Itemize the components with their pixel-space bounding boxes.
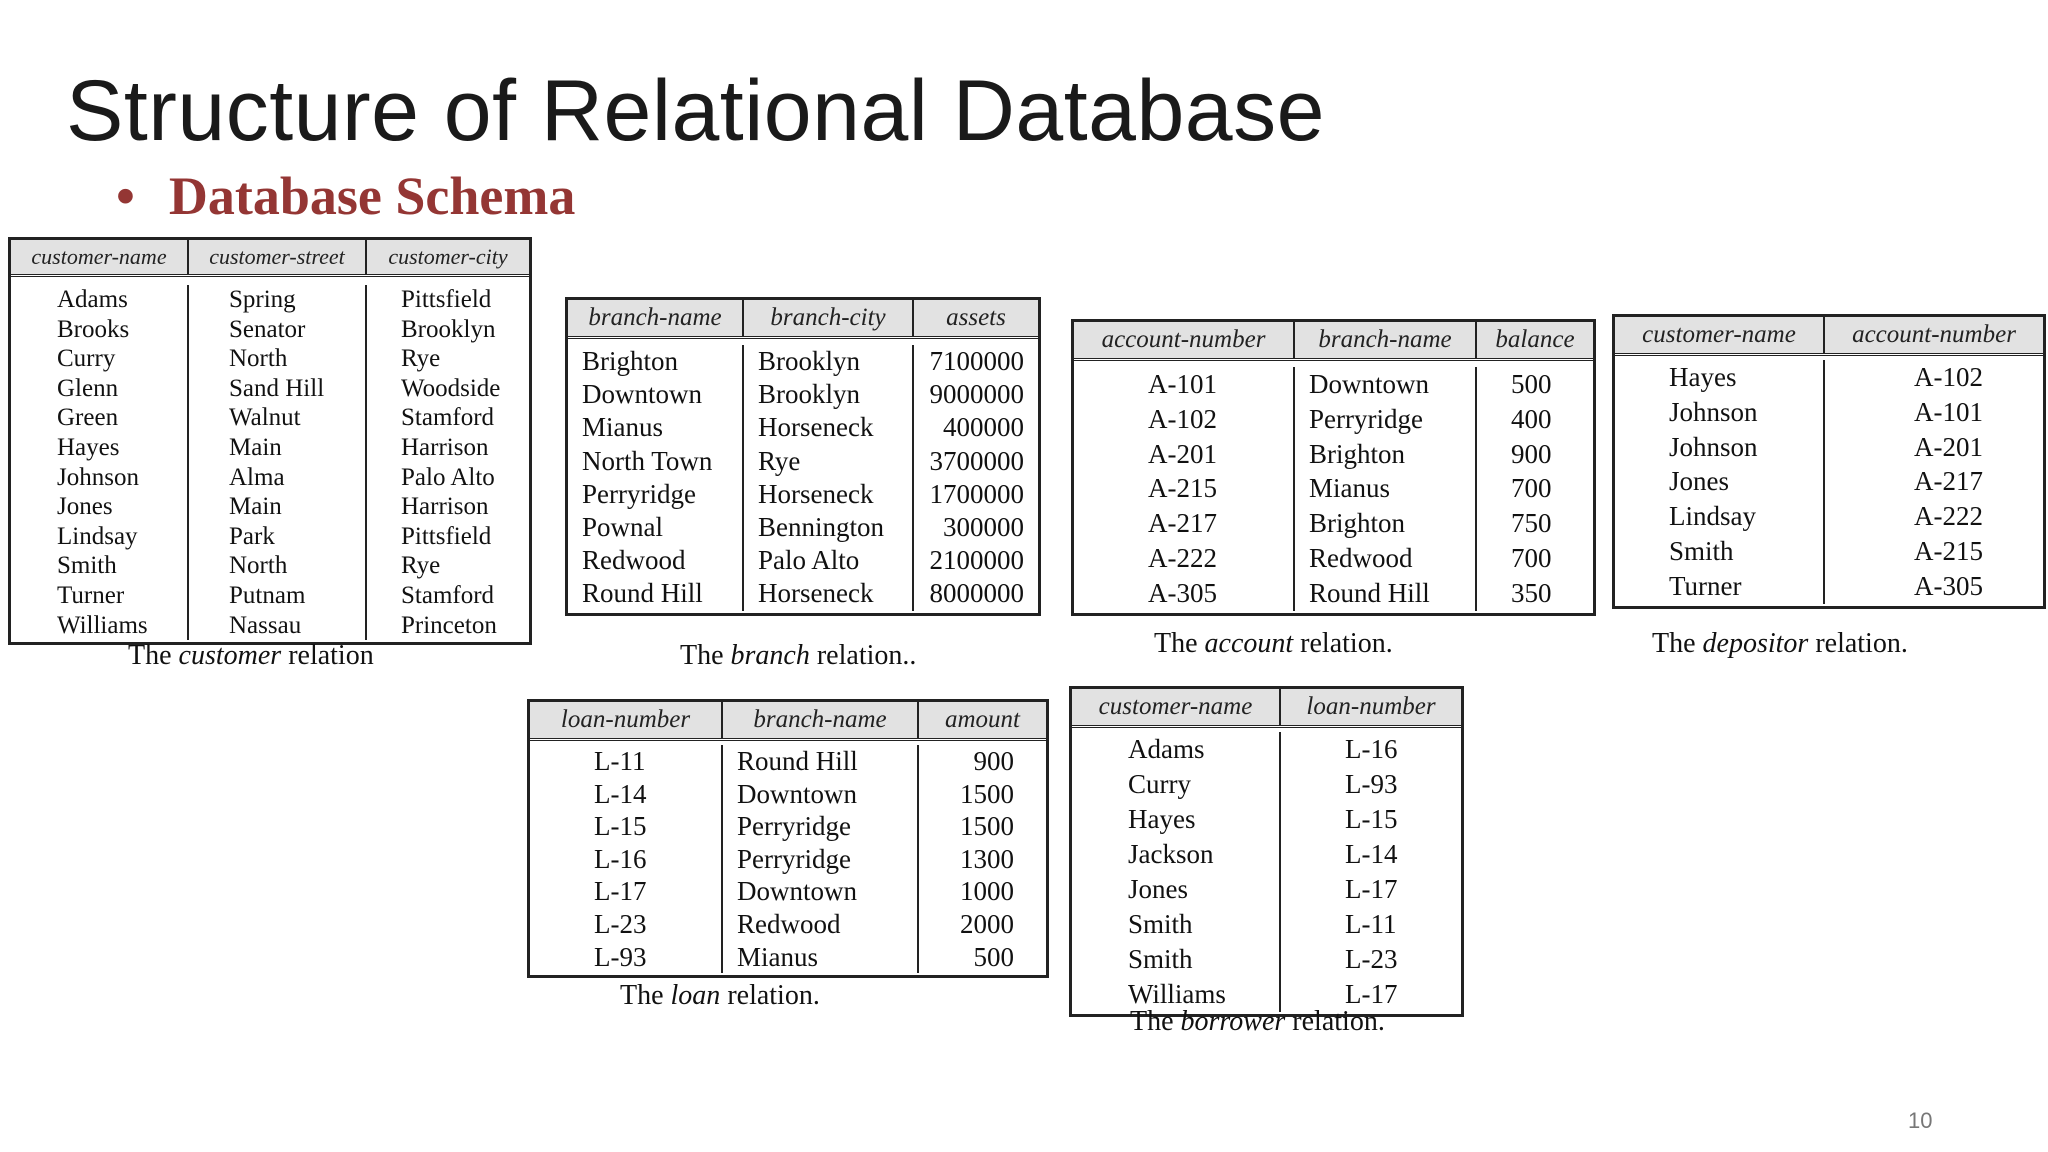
column-header: branch-name bbox=[568, 300, 744, 336]
table-cell: A-215 bbox=[1914, 535, 1983, 566]
table-cell: Princeton bbox=[401, 611, 497, 639]
caption-prefix: The bbox=[128, 640, 179, 671]
column bbox=[919, 745, 1046, 973]
table-cell: Rye bbox=[401, 345, 441, 373]
table-cell: Mianus bbox=[582, 412, 663, 443]
table-cell: Jones bbox=[1128, 874, 1188, 904]
table-cell: Johnson bbox=[1669, 396, 1758, 427]
table-cell: 1300 bbox=[960, 843, 1014, 874]
column bbox=[744, 345, 914, 611]
column bbox=[1072, 732, 1281, 1012]
slide-title: Structure of Relational Database bbox=[66, 63, 1325, 159]
table-cell: L-93 bbox=[594, 941, 647, 972]
caption-suffix: relation bbox=[281, 640, 374, 671]
column-header: account-number bbox=[1074, 322, 1295, 358]
caption-relation-name: branch bbox=[730, 640, 810, 671]
customer-body bbox=[11, 277, 529, 642]
table-cell: A-101 bbox=[1148, 369, 1217, 399]
table-cell: Smith bbox=[1128, 944, 1193, 974]
table-cell: 300000 bbox=[943, 511, 1024, 542]
column bbox=[1074, 367, 1295, 611]
table-cell: 400 bbox=[1511, 403, 1552, 434]
caption-suffix: relation.. bbox=[809, 640, 917, 671]
table-cell: 9000000 bbox=[929, 379, 1024, 410]
table-cell: Brooklyn bbox=[758, 346, 861, 376]
subtitle-text: Database Schema bbox=[168, 166, 576, 226]
column bbox=[530, 745, 723, 973]
table-cell: Hayes bbox=[1128, 804, 1196, 834]
table-cell: A-222 bbox=[1914, 501, 1983, 532]
customer-caption bbox=[128, 640, 374, 672]
column bbox=[568, 345, 744, 611]
table-cell: L-11 bbox=[594, 746, 646, 776]
table-cell: L-14 bbox=[594, 778, 647, 809]
bullet-icon: • bbox=[116, 166, 135, 226]
table-cell: Adams bbox=[57, 286, 128, 313]
table-cell: A-101 bbox=[1914, 396, 1983, 427]
customer-header-row bbox=[11, 240, 529, 277]
table-cell: Redwood bbox=[1309, 542, 1413, 573]
table-cell: 750 bbox=[1511, 508, 1552, 539]
table-cell: Downtown bbox=[582, 379, 702, 410]
column-header: customer-name bbox=[1072, 689, 1281, 725]
table-cell: Brooklyn bbox=[401, 315, 496, 343]
table-cell: Brooks bbox=[57, 315, 130, 343]
table-cell: Johnson bbox=[57, 463, 139, 491]
table-cell: Main bbox=[229, 493, 282, 521]
table-cell: Green bbox=[57, 404, 119, 432]
borrower-header-row bbox=[1072, 689, 1461, 728]
table-cell: Putnam bbox=[229, 581, 306, 609]
table-cell: Perryridge bbox=[737, 811, 851, 842]
column bbox=[1825, 360, 2043, 604]
column-header: branch-name bbox=[1295, 322, 1477, 358]
table-cell: L-14 bbox=[1345, 839, 1398, 869]
table-cell: Nassau bbox=[229, 611, 302, 639]
caption-suffix: relation. bbox=[1808, 628, 1908, 659]
table-cell: Downtown bbox=[737, 778, 857, 809]
table-cell: Horseneck bbox=[758, 578, 874, 609]
table-cell: Perryridge bbox=[737, 843, 851, 874]
table-cell: 2100000 bbox=[929, 545, 1024, 576]
table-cell: L-23 bbox=[1345, 944, 1398, 974]
caption-relation-name: depositor bbox=[1702, 628, 1809, 659]
table-cell: Redwood bbox=[737, 908, 841, 939]
table-cell: North Town bbox=[582, 445, 713, 476]
table-cell: Park bbox=[229, 522, 275, 550]
table-cell: 700 bbox=[1511, 542, 1552, 573]
table-cell: Woodside bbox=[401, 374, 501, 402]
column bbox=[1615, 360, 1825, 604]
table-cell: Smith bbox=[1669, 535, 1734, 566]
table-cell: Lindsay bbox=[1669, 501, 1756, 532]
table-cell: Williams bbox=[1128, 979, 1226, 1009]
table-cell: Hayes bbox=[57, 433, 120, 461]
column-header: amount bbox=[919, 702, 1046, 738]
customer-relation-table bbox=[8, 237, 532, 645]
branch-caption bbox=[680, 640, 916, 672]
table-cell: L-11 bbox=[1345, 909, 1397, 939]
table-cell: Downtown bbox=[737, 876, 857, 907]
depositor-header-row bbox=[1615, 317, 2043, 356]
table-cell: 1500 bbox=[960, 778, 1014, 809]
caption-suffix: relation. bbox=[1285, 1006, 1385, 1037]
table-cell: North bbox=[229, 345, 288, 373]
column-header: customer-street bbox=[189, 240, 367, 274]
column bbox=[1477, 367, 1593, 611]
table-cell: Jackson bbox=[1128, 839, 1214, 869]
table-cell: Palo Alto bbox=[401, 463, 495, 491]
account-header-row bbox=[1074, 322, 1593, 361]
table-cell: A-305 bbox=[1914, 570, 1983, 601]
table-cell: L-17 bbox=[1345, 979, 1398, 1009]
table-cell: Mianus bbox=[737, 941, 818, 972]
branch-relation-table bbox=[565, 297, 1041, 616]
table-cell: Hayes bbox=[1669, 362, 1737, 392]
table-cell: 500 bbox=[1511, 369, 1552, 399]
table-cell: Main bbox=[229, 433, 282, 461]
table-cell: Curry bbox=[1128, 769, 1191, 799]
table-cell: Stamford bbox=[401, 404, 495, 432]
table-cell: Stamford bbox=[401, 581, 495, 609]
table-cell: 900 bbox=[973, 746, 1014, 776]
table-cell: North bbox=[229, 552, 288, 580]
account-body bbox=[1074, 361, 1593, 613]
table-cell: 350 bbox=[1511, 577, 1552, 608]
column-header: loan-number bbox=[530, 702, 723, 738]
column-header: customer-name bbox=[1615, 317, 1825, 353]
table-cell: L-23 bbox=[594, 908, 647, 939]
table-cell: Williams bbox=[57, 611, 148, 639]
table-cell: 3700000 bbox=[929, 445, 1024, 476]
table-cell: A-305 bbox=[1148, 577, 1217, 608]
table-cell: L-17 bbox=[594, 876, 647, 907]
table-cell: A-222 bbox=[1148, 542, 1217, 573]
table-cell: Glenn bbox=[57, 374, 119, 402]
table-cell: Harrison bbox=[401, 493, 489, 521]
table-cell: L-93 bbox=[1345, 769, 1398, 799]
table-cell: Mianus bbox=[1309, 473, 1390, 504]
table-cell: Adams bbox=[1128, 734, 1205, 764]
column bbox=[723, 745, 919, 973]
table-cell: Palo Alto bbox=[758, 545, 860, 576]
table-cell: 700 bbox=[1511, 473, 1552, 504]
table-cell: A-201 bbox=[1914, 431, 1983, 462]
table-cell: A-102 bbox=[1148, 403, 1217, 434]
table-cell: Downtown bbox=[1309, 369, 1429, 399]
table-cell: A-102 bbox=[1914, 362, 1983, 392]
page-number: 10 bbox=[1908, 1108, 1933, 1133]
column bbox=[189, 285, 367, 640]
column bbox=[914, 345, 1038, 611]
table-cell: 900 bbox=[1511, 438, 1552, 469]
table-cell: Smith bbox=[57, 552, 117, 580]
table-cell: L-15 bbox=[1345, 804, 1398, 834]
column-header: customer-name bbox=[11, 240, 189, 274]
table-cell: A-201 bbox=[1148, 438, 1217, 469]
depositor-relation-table bbox=[1612, 314, 2046, 609]
table-cell: 400000 bbox=[943, 412, 1024, 443]
caption-relation-name: customer bbox=[178, 640, 282, 671]
depositor-caption bbox=[1652, 628, 1908, 660]
caption-prefix: The bbox=[1130, 1006, 1181, 1037]
branch-header-row bbox=[568, 300, 1038, 339]
table-cell: A-215 bbox=[1148, 473, 1217, 504]
table-cell: 500 bbox=[973, 941, 1014, 972]
table-cell: Walnut bbox=[229, 404, 301, 432]
table-cell: Alma bbox=[229, 463, 285, 491]
subtitle bbox=[116, 165, 575, 227]
table-cell: Round Hill bbox=[582, 578, 703, 609]
table-cell: Jones bbox=[1669, 466, 1729, 497]
table-cell: 8000000 bbox=[929, 578, 1024, 609]
table-cell: L-16 bbox=[594, 843, 647, 874]
table-cell: Turner bbox=[57, 581, 125, 609]
table-cell: Lindsay bbox=[57, 522, 138, 550]
depositor-body bbox=[1615, 356, 2043, 606]
table-cell: Perryridge bbox=[582, 478, 696, 509]
caption-relation-name: borrower bbox=[1180, 1006, 1286, 1037]
account-relation-table bbox=[1071, 319, 1596, 616]
branch-body bbox=[568, 339, 1038, 613]
loan-caption bbox=[620, 980, 820, 1012]
table-cell: 1000 bbox=[960, 876, 1014, 907]
caption-prefix: The bbox=[680, 640, 731, 671]
table-cell: Redwood bbox=[582, 545, 686, 576]
column-header: loan-number bbox=[1281, 689, 1461, 725]
loan-relation-table bbox=[527, 699, 1049, 978]
table-cell: A-217 bbox=[1148, 508, 1217, 539]
loan-header-row bbox=[530, 702, 1046, 741]
table-cell: Brighton bbox=[582, 346, 679, 376]
table-cell: Bennington bbox=[758, 511, 884, 542]
column-header: branch-name bbox=[723, 702, 919, 738]
account-caption bbox=[1154, 628, 1393, 660]
column bbox=[1281, 732, 1461, 1012]
table-cell: L-17 bbox=[1345, 874, 1398, 904]
column-header: branch-city bbox=[744, 300, 914, 336]
table-cell: 1500 bbox=[960, 811, 1014, 842]
caption-relation-name: loan bbox=[670, 980, 721, 1011]
table-cell: Sand Hill bbox=[229, 374, 325, 402]
table-cell: Curry bbox=[57, 345, 116, 373]
caption-prefix: The bbox=[1652, 628, 1703, 659]
borrower-relation-table bbox=[1069, 686, 1464, 1017]
table-cell: Brooklyn bbox=[758, 379, 861, 410]
table-cell: Rye bbox=[758, 445, 801, 476]
table-cell: 1700000 bbox=[929, 478, 1024, 509]
caption-relation-name: account bbox=[1204, 628, 1294, 659]
caption-prefix: The bbox=[620, 980, 671, 1011]
caption-suffix: relation. bbox=[1293, 628, 1393, 659]
table-cell: Round Hill bbox=[737, 746, 858, 776]
table-cell: Brighton bbox=[1309, 438, 1406, 469]
table-cell: Turner bbox=[1669, 570, 1742, 601]
column bbox=[1295, 367, 1477, 611]
table-cell: L-15 bbox=[594, 811, 647, 842]
loan-body bbox=[530, 741, 1046, 975]
table-cell: Brighton bbox=[1309, 508, 1406, 539]
table-cell: Senator bbox=[229, 315, 306, 343]
table-cell: Horseneck bbox=[758, 478, 874, 509]
table-cell: Jones bbox=[57, 493, 113, 521]
table-cell: Smith bbox=[1128, 909, 1193, 939]
table-cell: L-16 bbox=[1345, 734, 1398, 764]
column-header: customer-city bbox=[367, 240, 529, 274]
caption-prefix: The bbox=[1154, 628, 1205, 659]
table-cell: Johnson bbox=[1669, 431, 1758, 462]
caption-suffix: relation. bbox=[720, 980, 820, 1011]
table-cell: 7100000 bbox=[929, 346, 1024, 376]
table-cell: A-217 bbox=[1914, 466, 1983, 497]
table-cell: Harrison bbox=[401, 433, 489, 461]
table-cell: 2000 bbox=[960, 908, 1014, 939]
table-cell: Horseneck bbox=[758, 412, 874, 443]
column bbox=[11, 285, 189, 640]
column-header: account-number bbox=[1825, 317, 2043, 353]
table-cell: Pownal bbox=[582, 511, 663, 542]
table-cell: Perryridge bbox=[1309, 403, 1423, 434]
table-cell: Rye bbox=[401, 552, 441, 580]
table-cell: Round Hill bbox=[1309, 577, 1430, 608]
column-header: balance bbox=[1477, 322, 1593, 358]
borrower-body bbox=[1072, 728, 1461, 1014]
table-cell: Spring bbox=[229, 286, 296, 313]
borrower-caption bbox=[1130, 1006, 1385, 1038]
column bbox=[367, 285, 529, 640]
table-cell: Pittsfield bbox=[401, 522, 492, 550]
table-cell: Pittsfield bbox=[401, 286, 492, 313]
column-header: assets bbox=[914, 300, 1038, 336]
